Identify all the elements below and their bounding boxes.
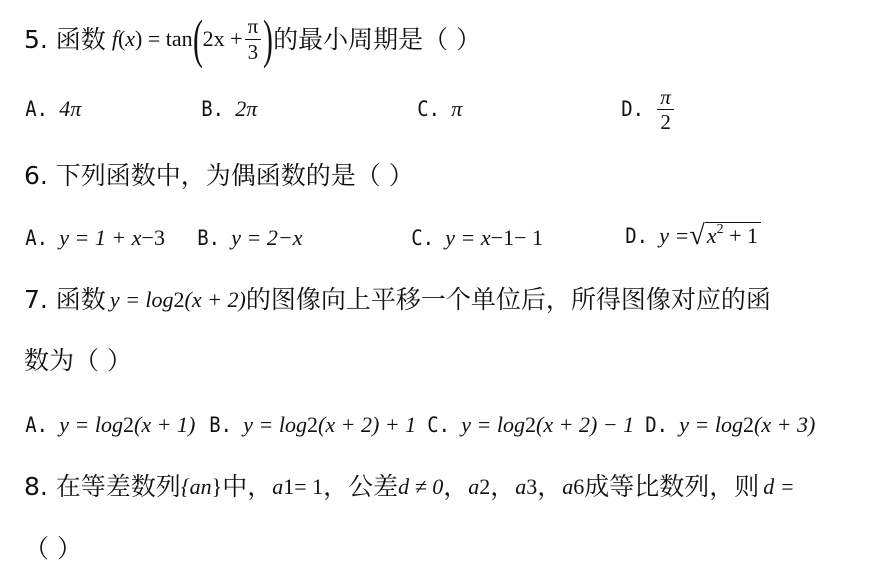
q6-option-d[interactable] [624,222,761,250]
q8-comma: ， [443,472,469,501]
q5-right-paren: ) [263,9,274,69]
q5-d-fraction [657,86,674,133]
q6-option-c[interactable]: C. y = x −1 − 1 [411,225,544,250]
q5-fraction [245,15,262,62]
q8-mid3: 成等比数列，则 [584,472,760,501]
option-value: y = [659,223,690,248]
q7-stem-line1: 7. 函数 y = log 2 (x + 2) 的图像向上平移一个单位后，所得图像对应的函 [24,285,771,314]
option-value: y = 2 [231,225,278,250]
q5-option-c[interactable] [416,98,462,120]
option-arg: (x + 2) − 1 [536,412,635,437]
radicand-exponent: 2 [716,222,724,237]
q6-stem: 6. 下列函数中，为偶函数的是（ ） [24,161,414,190]
q7-formula: y = log [109,286,174,312]
option-label: B. [201,96,225,121]
option-arg: (x + 2) + 1 [318,412,417,437]
option-value: y = x [445,225,491,250]
q8-a2: a [468,473,480,499]
option-label: B. [197,225,221,250]
q5-d-num: π [657,86,674,110]
q5-frac-den: 3 [247,39,259,64]
q7-prefix: 7. 函数 [24,285,106,314]
option-label: B. [209,412,233,437]
q8-prefix: 8. 在等差数列 [24,472,181,501]
option-value: y = log [243,412,308,437]
q8-a1-val: = 1 [294,473,324,499]
q8-a6: a [562,473,574,499]
option-arg: (x + 3) [754,412,816,437]
sqrt-expression [689,222,761,250]
option-value: y = log [461,412,526,437]
q8-d-cond: d ≠ 0 [398,473,444,499]
q7-option-d[interactable]: D. y = log 2 (x + 3) [645,412,816,437]
q7-stem-line2: 数为（ ） [24,346,132,375]
option-value: y = log [59,412,124,437]
q5-stem [24,9,482,69]
option-value: y = 1 + x [59,225,142,250]
option-value: y = log [679,412,744,437]
radicand-tail: + 1 [723,223,758,248]
q5-f: f [111,26,118,51]
q7-arg: (x + 2) [184,286,246,312]
option-value: 2π [235,96,258,121]
radicand: x [706,223,717,248]
q5-frac-num: π [245,15,262,39]
q5-x: x [125,26,136,51]
q5-option-b[interactable] [200,98,257,120]
option-label: A. [25,225,49,250]
option-label: D. [625,223,649,248]
q5-inner: 2x + [202,26,243,51]
q6-option-b[interactable]: B. y = 2 −x [197,225,303,250]
q8-d-eq: d = [763,473,795,499]
q8-mid2: ，公差 [323,472,399,501]
q7-option-a[interactable]: A. y = log 2 (x + 1) [25,412,196,437]
q7-option-c[interactable]: C. y = log 2 (x + 2) − 1 [427,412,635,437]
q8-a1: a [272,473,284,499]
q5-option-a[interactable] [24,98,81,120]
option-label: C. [411,225,435,250]
option-label: D. [645,412,669,437]
option-label: C. [427,412,451,437]
q8-seq-close: } [211,473,223,499]
q7-option-b[interactable]: B. y = log 2 (x + 2) + 1 [209,412,417,437]
q5-d-den: 2 [660,110,671,135]
q6-option-a[interactable]: A. y = 1 + x −3 [25,225,165,250]
q8-mid1: 中， [222,472,273,501]
option-value: 4π [59,96,82,121]
option-label: A. [25,412,49,437]
q8-a3: a [515,473,527,499]
option-label: A. [25,96,49,121]
option-tail: − 1 [514,225,544,250]
option-arg: (x + 1) [134,412,196,437]
q5-tan: tan [165,26,193,51]
q5-suffix: 的最小周期是（ ） [273,24,482,54]
q8-comma: ， [490,472,516,501]
q8-stem-line1: 8. 在等差数列 {a n } 中， a 1 = 1 ，公差 d ≠ 0 ， a 2 ， a 3 ， a 6 成等比数列，则 d = [24,472,795,501]
q5-prefix: 5. 函数 [24,24,106,54]
q5-option-d[interactable] [620,86,676,133]
q8-seq: {a [180,473,201,499]
option-value: π [451,96,463,121]
q7-suffix: 的图像向上平移一个单位后，所得图像对应的函 [245,285,771,314]
q8-stem-line2: （ ） [24,534,82,563]
q8-comma: ， [537,472,563,501]
option-label: C. [417,96,441,121]
option-label: D. [621,97,645,122]
radical-sign: √ [689,220,705,251]
q5-left-paren: ( [192,9,203,69]
q5-formula: f(x) = tan [111,26,193,51]
